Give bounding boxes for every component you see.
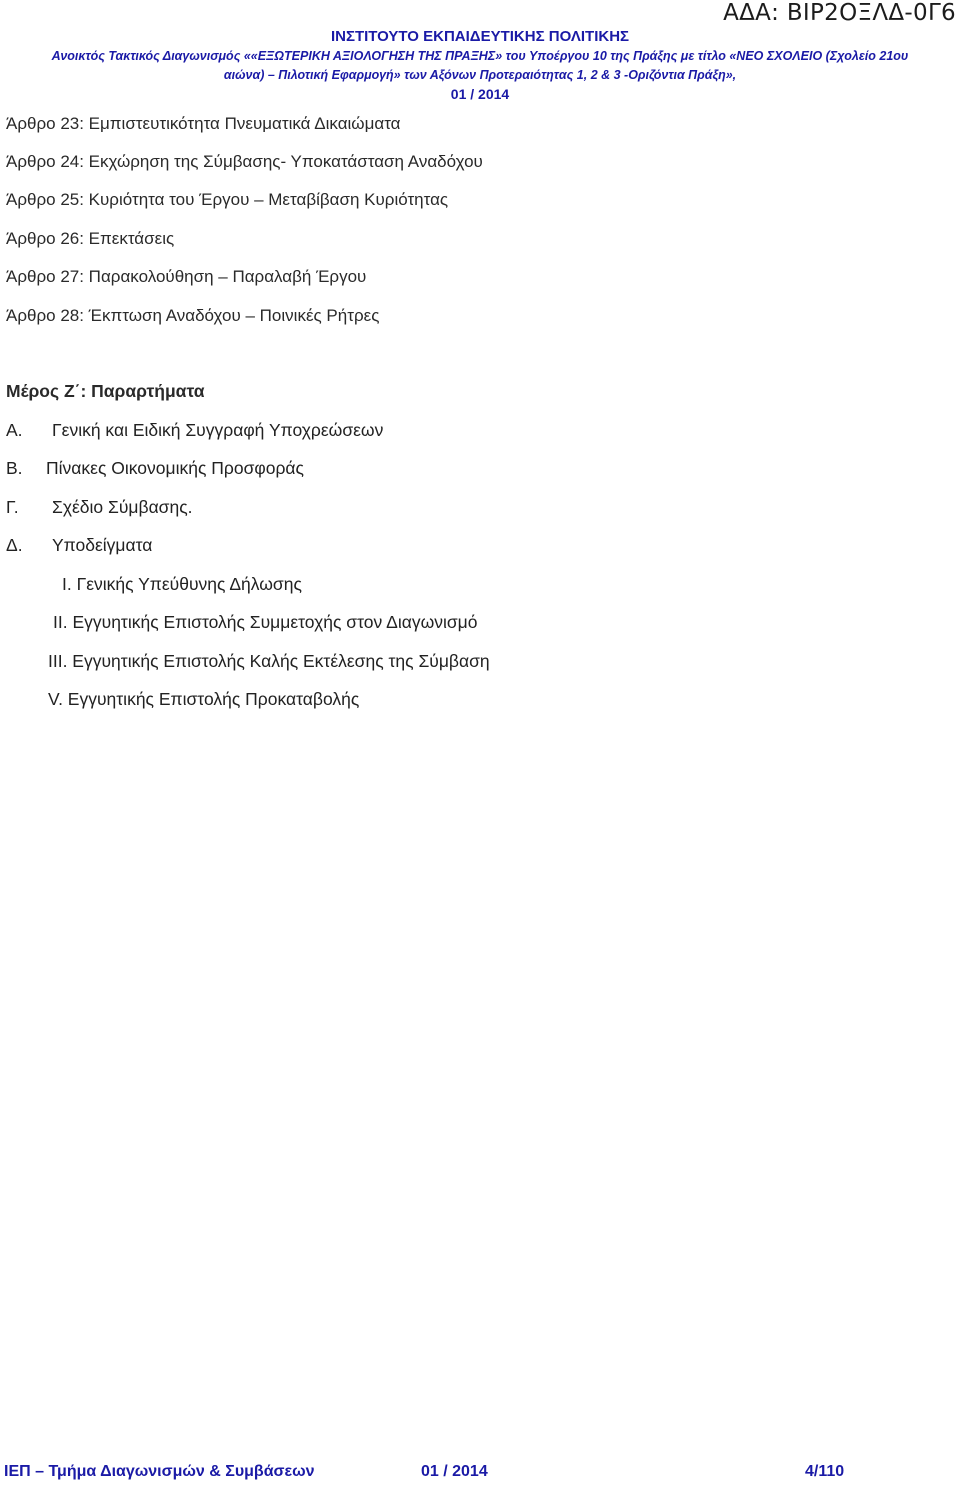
footer-date: 01 / 2014 <box>421 1463 488 1480</box>
ada-code: ΑΔΑ: ΒΙΡ2ΟΞΛΔ-0Γ6 <box>723 0 956 26</box>
article-23: Άρθρο 23: Εμπιστευτικότητα Πνευματικά Δικαιώματα <box>6 114 401 133</box>
sample-iii: III. Εγγυητικής Επιστολής Καλής Εκτέλεσης της Σύμβαση <box>48 651 490 671</box>
footer-department: ΙΕΠ – Τμήμα Διαγωνισμών & Συμβάσεων <box>4 1463 315 1480</box>
header-title: ΙΝΣΤΙΤΟΥΤΟ ΕΚΠΑΙΔΕΥΤΙΚΗΣ ΠΟΛΙΤΙΚΗΣ <box>330 28 630 45</box>
annex-letter: Α. <box>6 420 23 440</box>
annex-letter: Γ. <box>6 497 19 517</box>
annex-text: Πίνακες Οικονομικής Προσφοράς <box>46 458 304 478</box>
header-date: 01 / 2014 <box>450 86 510 102</box>
article-27: Άρθρο 27: Παρακολούθηση – Παραλαβή Έργου <box>6 267 367 286</box>
sample-v: V. Εγγυητικής Επιστολής Προκαταβολής <box>48 689 360 709</box>
header-subtitle-line1: Ανοικτός Τακτικός Διαγωνισμός ««ΕΞΩΤΕΡΙΚΗ ΑΞΙΟΛΟΓΗΣΗ ΤΗΣ ΠΡΑΞΗΣ» του Υποέργου 10 της Πράξης με τίτλο «ΝΕΟ ΣΧΟΛΕΙΟ (Σχολείο 21ου <box>51 49 909 63</box>
annex-d <box>6 535 152 556</box>
annex-b <box>6 458 304 479</box>
footer-page-number: 4/110 <box>805 1463 845 1480</box>
section-title: Μέρος Ζ΄: Παραρτήματα <box>6 381 205 401</box>
annex-a <box>6 420 383 441</box>
article-28: Άρθρο 28: Έκπτωση Αναδόχου – Ποινικές Ρήτρες <box>6 306 380 325</box>
sample-ii: II. Εγγυητικής Επιστολής Συμμετοχής στον Διαγωνισμό <box>53 612 478 632</box>
article-26: Άρθρο 26: Επεκτάσεις <box>6 229 175 248</box>
header-subtitle-line2: αιώνα) – Πιλοτική Εφαρμογή» των Αξόνων Προτεραιότητας 1, 2 & 3 -Οριζόντια Πράξη», <box>223 68 737 82</box>
annex-text: Υποδείγματα <box>52 535 153 555</box>
annex-letter: Β. <box>6 458 23 478</box>
annex-letter: Δ. <box>6 535 23 555</box>
article-24: Άρθρο 24: Εκχώρηση της Σύμβασης- Υποκατάσταση Αναδόχου <box>6 152 483 171</box>
annex-text: Γενική και Ειδική Συγγραφή Υποχρεώσεων <box>52 420 384 440</box>
article-25: Άρθρο 25: Κυριότητα του Έργου – Μεταβίβαση Κυριότητας <box>6 190 449 209</box>
annex-c <box>6 497 193 518</box>
annex-text: Σχέδιο Σύμβασης. <box>52 497 193 517</box>
sample-i: I. Γενικής Υπεύθυνης Δήλωσης <box>62 574 302 594</box>
